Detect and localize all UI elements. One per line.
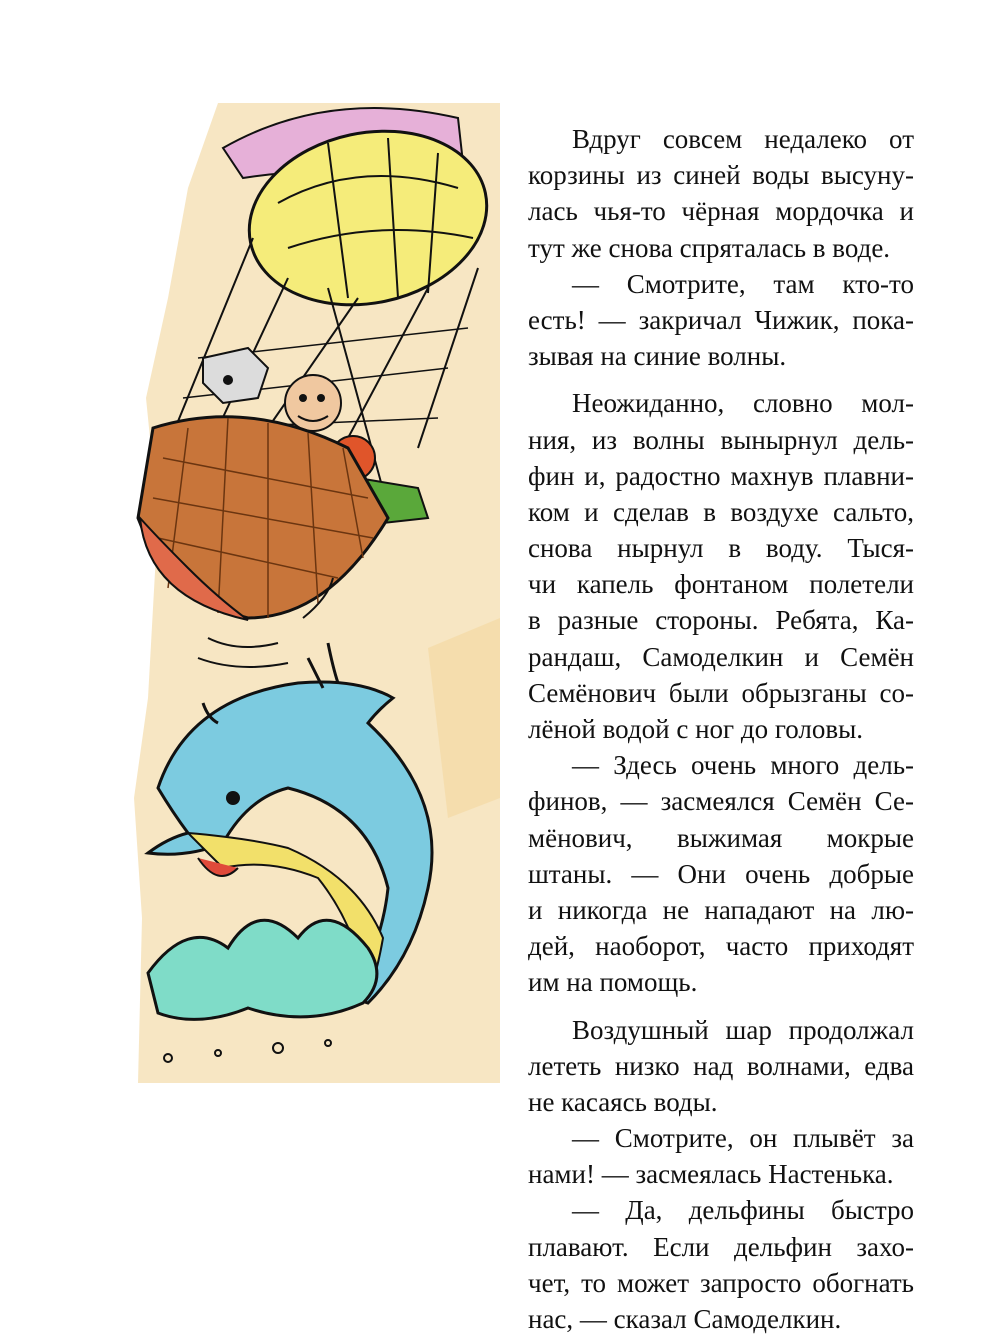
paragraph [528,121,914,266]
text-line: не касаясь воды. [528,1086,718,1117]
text-line: и никогда не нападают на лю- [528,894,914,925]
paragraph [528,385,914,747]
text-line: Вдруг совсем недалеко от [572,124,914,154]
text-line: — Смотрите, там кто-то [572,268,914,299]
text-line: Неожиданно, словно мол- [572,388,914,419]
text-line: нами! — засмеялась Настенька. [528,1159,894,1190]
text-line: ком и сделав в воздухе сальто, [528,496,914,527]
text-line: — Да, дельфины быстро [572,1195,914,1226]
text-line: нас, — сказал Самоделкин. [528,1304,842,1334]
text-line: тут же снова спряталась в воде. [528,232,891,263]
text-line: им на помощь. [528,967,698,998]
text-line: в разные стороны. Ребята, Ка- [528,605,914,636]
text-line: — Здесь очень много дель- [572,750,914,781]
text-line: ния, из волны вынырнул дель- [528,424,914,455]
paragraph [528,747,914,1000]
text-line: — Смотрите, он плывёт за [572,1123,914,1154]
dolphin-eye [226,791,240,805]
text-line: плавают. Если дельфин захо- [528,1231,914,1262]
text-line: снова нырнул в воду. Тыся- [528,533,914,564]
text-line: лететь низко над волнами, едва [528,1050,914,1081]
text-line: финов, — засмеялся Семён Се- [528,786,914,817]
text-line: рандаш, Самоделкин и Семён [528,641,914,672]
text-line: есть! — закричал Чижик, пока- [528,304,914,335]
text-line: штаны. — Они очень добрые [528,858,914,889]
text-line: корзины из синей воды высуну- [528,160,914,191]
text-line: лёной водой с ног до головы. [528,714,863,744]
man-head [285,375,341,431]
text-line: чи капель фонтаном полетели [528,569,914,600]
illustration [128,98,500,1083]
text-line: мёнович, выжимая мокрые [528,822,914,853]
text-line: Семёнович были обрызганы со- [528,677,914,708]
paragraph [528,1120,914,1192]
paragraph [528,266,914,375]
story-text [528,121,914,1337]
text-line: дей, наоборот, часто приходят [528,931,914,962]
text-line: фин и, радостно махнув плавни- [528,460,914,491]
text-line: лась чья-то чёрная мордочка и [528,196,914,227]
text-line: Воздушный шар продолжал [572,1014,914,1045]
paragraph [528,1192,914,1337]
text-line: зывая на синие волны. [528,341,787,372]
paragraph [528,1012,914,1121]
text-line: чет, то может запросто обогнать [528,1267,914,1298]
